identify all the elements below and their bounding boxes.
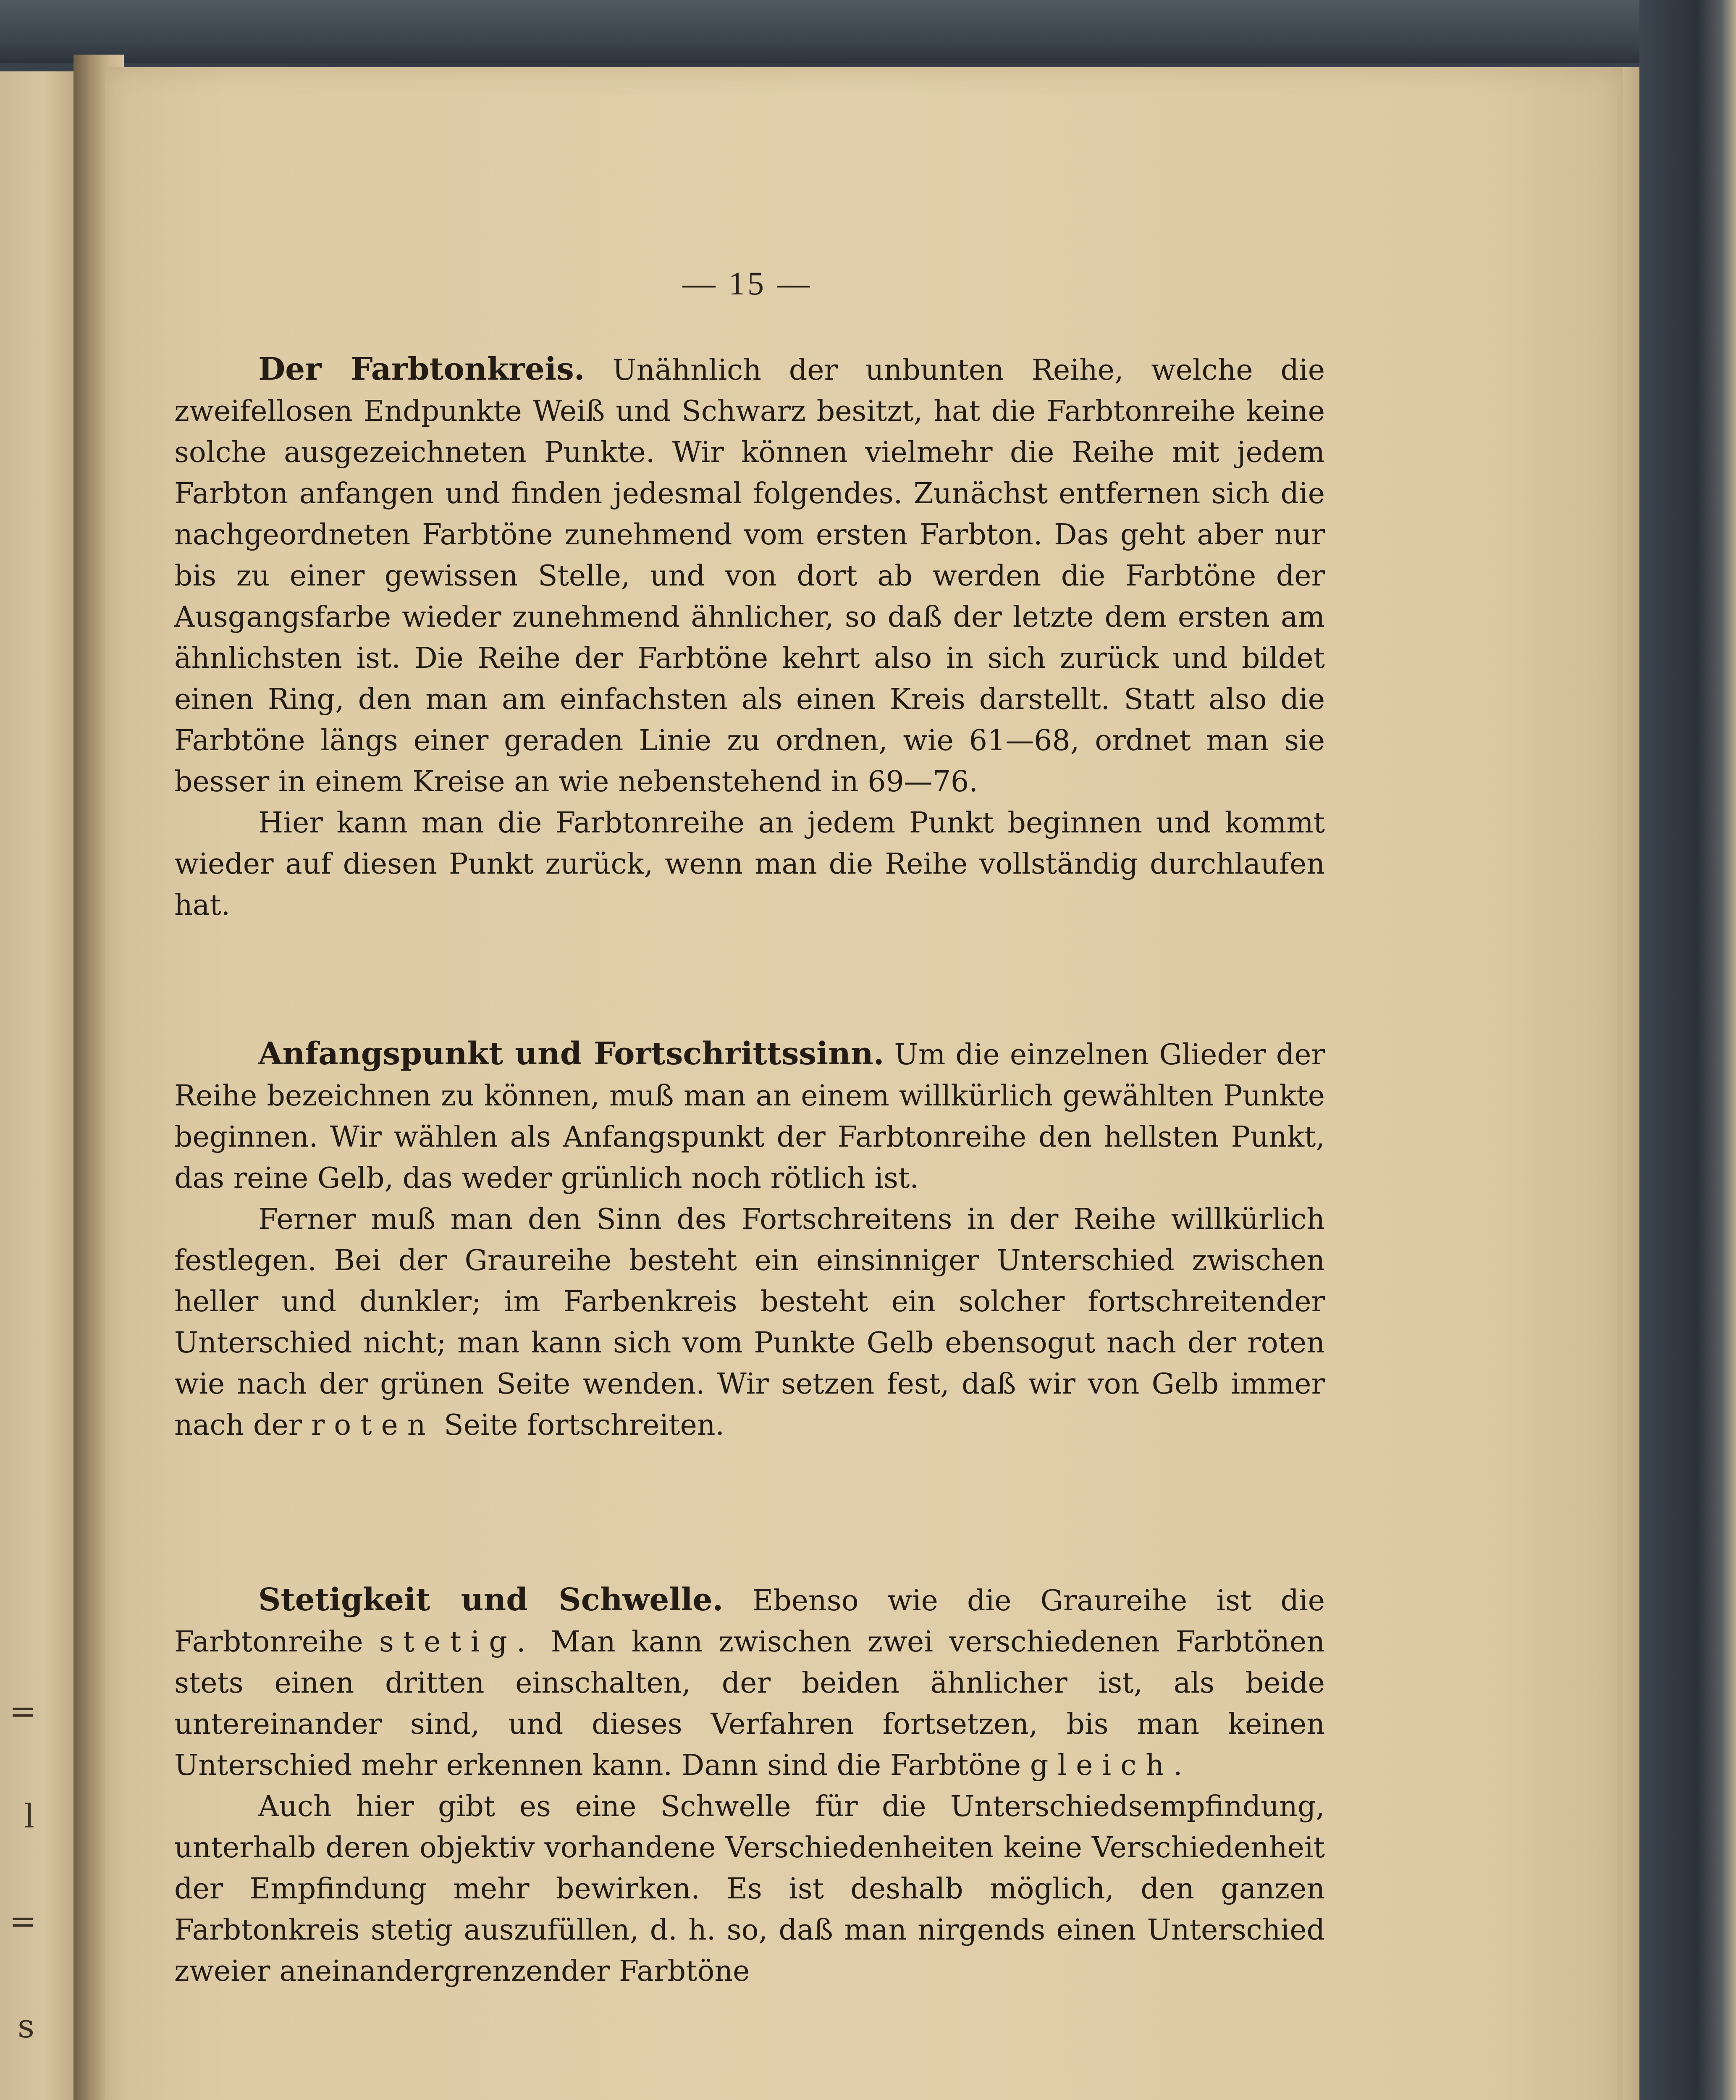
emphasized-word: stetig. [379,1625,535,1659]
section-farbtonkreis [174,349,1325,926]
paragraph: Auch hier gibt es eine Schwelle für die Unterschiedsempfindung, unterhalb deren objektiv vorhandene Verschiedenheiten keine Verschiedenheit der Empfindung mehr bewirken. Es ist deshalb möglich, den ganzen Farbtonkreis stetig auszufüllen, d. h. so, daß man nirgends einen Unterschied zweier aneinandergrenzender Farbtöne [174,1790,1325,1988]
cover-top-edge [0,0,1736,63]
paragraph: Hier kann man die Farbtonreihe an jedem Punkt beginnen und kommt wieder auf diesen Punkt zurück, wenn man die Reihe vollständig durchlaufen hat. [174,806,1325,922]
fragment: s [17,2008,34,2045]
paragraph [174,1579,1325,1786]
paragraph-text: Seite fortschreiten. [444,1409,725,1442]
emphasized-word: gleich. [1030,1749,1192,1782]
paragraph-text: Ferner muß man den Sinn des Fortschreitens in der Reihe willkürlich festlegen. Bei der Graureihe besteht ein einsinniger Unterschied zwischen heller und dunkler; im Farbenkreis besteht ein solcher fortschreitender Unterschied nicht; man kann sich vom Punkte Gelb ebensogut nach der roten wie nach der grünen Seite wenden. Wir setzen fest, daß wir von Gelb immer nach der [174,1203,1325,1442]
fragment: l [24,1798,34,1835]
section-stetigkeit [174,1579,1325,1992]
previous-page-sliver [0,71,78,2100]
section-heading: Anfangspunkt und Fortschrittssinn. [258,1036,884,1072]
fragment: = [9,1903,37,1940]
fragment: = [9,1693,37,1730]
emphasized-word: roten [311,1409,435,1442]
cover-right-edge [1639,0,1736,2100]
paragraph-text: Um die einzelnen Glieder der Reihe bezeichnen zu können, muß man an einem willkürlich gewählten Punkte beginnen. Wir wählen als Anfangspunkt der Farbtonreihe den hellsten Punkt, das reine Gelb, das weder grünlich noch rötlich ist. [174,1038,1325,1195]
paragraph-text: Man kann zwischen zwei verschiedenen Farbtönen stets einen dritten einschalten, der beiden ähnlicher ist, als beide untereinander sind, und dieses Verfahren fortsetzen, bis man keinen Unterschied mehr erkennen kann. Dann sind die Farbtöne [174,1625,1325,1782]
fragment [9,2079,34,2100]
section-heading: Stetigkeit und Schwelle. [258,1582,724,1618]
previous-page-fragments [9,1659,37,2100]
paragraph [174,349,1325,803]
paragraph-text: Ebenso wie die Graureihe ist die Farbtonreihe [174,1584,1325,1659]
paragraph-text: Unähnlich der unbunten Reihe, welche die zweifellosen Endpunkte Weiß und Schwarz besitzt, hat die Farbtonreihe keine solche ausgezeichneten Punkte. Wir können vielmehr die Reihe mit jedem Farbton anfangen und finden jedesmal folgendes. Zunächst entfernen sich die nachgeordneten Farbtöne zunehmend vom ersten Farbton. Das geht aber nur bis zu einer gewissen Stelle, und von dort ab werden die Farbtöne der Ausgangsfarbe wieder zunehmend ähnlicher, so daß der letzte dem ersten am ähnlichsten ist. Die Reihe der Farbtöne kehrt also in sich zurück und bildet einen Ring, den man am einfachsten als einen Kreis darstellt. Statt also die Farbtöne längs einer geraden Linie zu ordnen, wie 61—68, ordnet man sie besser in einem Kreise an wie nebenstehend in 69—76. [174,354,1325,798]
page-number: — 15 — [682,265,813,302]
page-edge [1623,67,1639,2100]
paragraph [174,1199,1325,1446]
section-heading: Der Farbtonkreis. [258,351,585,387]
section-anfangspunkt [174,1033,1325,1446]
paragraph [174,1033,1325,1199]
